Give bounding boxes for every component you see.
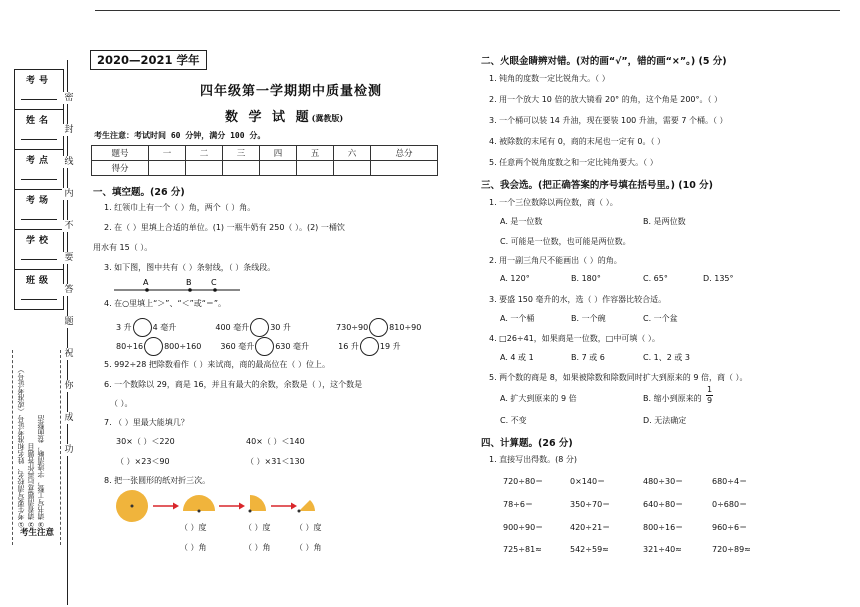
choice-1-b: B. 是两位数: [643, 217, 686, 226]
compare-circle[interactable]: [360, 337, 379, 356]
score-value-row: 得分: [92, 161, 438, 176]
point-c: [213, 288, 217, 292]
half-center: [198, 510, 201, 513]
label-c: C: [211, 278, 217, 287]
label-b: B: [186, 278, 192, 287]
label-a: A: [143, 278, 149, 287]
calc-item: 420÷21＝: [570, 523, 611, 532]
compare-row-1: 3 升 4 毫升 400 毫升 30 升 730÷90 810÷90: [116, 318, 421, 337]
calc-item: 900÷90＝: [503, 523, 544, 532]
score-cell[interactable]: [186, 161, 223, 176]
score-table: [91, 145, 438, 176]
choice-5: 5. 两个数的商是 8，如果被除数和除数同时扩大到原来的 9 倍，商（ ）。: [489, 373, 748, 382]
score-cell[interactable]: [334, 161, 371, 176]
calc-item: 78÷6＝: [503, 500, 533, 509]
question-1-7-b: 40×（ ）＜140: [246, 437, 305, 446]
choice-2-b: B. 180°: [571, 274, 601, 283]
judge-5: 5. 任意两个锐角度数之和一定比钝角要大。（ ）: [489, 158, 658, 167]
exam-notes: ①考生要写清校名、姓名和准考证号（或准考证号） ②请看清题意后再作答题目 ③请书写工整，字迹清晰，卷面整洁: [17, 366, 45, 528]
fraction-one-ninth: 1 9: [707, 385, 713, 405]
question-1-7-d: （ ）×31＜130: [246, 457, 305, 466]
field-blank[interactable]: [21, 287, 57, 300]
field-blank[interactable]: [21, 247, 57, 260]
calc-item: 0×140＝: [570, 477, 606, 486]
choice-4-b: B. 7 或 6: [571, 353, 605, 362]
point-b: [188, 288, 192, 292]
section-3-heading: 三、我会选。(把正确答案的序号填在括号里。) (10 分): [481, 180, 713, 191]
choice-4-c: C. 1、2 或 3: [643, 353, 691, 362]
fold-angle-3: （ ）角: [295, 543, 322, 552]
calc-item: 640÷80＝: [643, 500, 684, 509]
compare-circle[interactable]: [369, 318, 388, 337]
quarter-circle-shape: [250, 495, 266, 511]
question-1-7-a: 30×（ ）＜220: [116, 437, 175, 446]
score-cell[interactable]: [297, 161, 334, 176]
folding-figure: [115, 489, 325, 525]
subject-title: 数 学 试 题(冀教版): [225, 110, 344, 125]
calc-item: 321÷40≈: [643, 545, 682, 554]
arrow-3-head: [291, 503, 297, 510]
choice-2-a: A. 120°: [500, 274, 530, 283]
arrow-1-head: [173, 503, 179, 510]
calc-item: 800÷16＝: [643, 523, 684, 532]
choice-2: 2. 用一副三角尺不能画出（ ）的角。: [489, 256, 622, 265]
choice-5-c: C. 不变: [500, 416, 527, 425]
question-1-6-cont: （ ）。: [110, 399, 133, 408]
choice-2-c: C. 65°: [643, 274, 668, 283]
calc-item: 0÷680＝: [712, 500, 748, 509]
question-1-7: 7. （ ）里最大能填几？: [104, 418, 189, 427]
calc-item: 720÷89≈: [712, 545, 751, 554]
judge-4: 4. 被除数的末尾有 0，商的末尾也一定有 0。（ ）: [489, 137, 665, 146]
calc-item: 350÷70＝: [570, 500, 611, 509]
question-1-8: 8. 把一张圆形的纸对折三次。: [104, 476, 211, 485]
question-1-2: 2. 在（ ）里填上合适的单位。(1) 一瓶牛奶有 250（ ）。(2) 一桶饮: [104, 223, 345, 232]
compare-circle[interactable]: [250, 318, 269, 337]
score-cell[interactable]: [223, 161, 260, 176]
question-1-6: 6. 一个数除以 29，商是 16，并且有最大的余数，余数是（ ），这个数是: [104, 380, 363, 389]
field-name: 姓名: [14, 109, 64, 149]
field-blank[interactable]: [21, 127, 57, 140]
fold-angle-1: （ ）角: [180, 543, 207, 552]
calc-item: 480÷30＝: [643, 477, 684, 486]
calc-item: 720÷80＝: [503, 477, 544, 486]
compare-circle[interactable]: [133, 318, 152, 337]
school-year-box: 2020—2021 学年: [90, 50, 207, 70]
choice-3-c: C. 一个盆: [643, 314, 678, 323]
question-1-5: 5. 992÷28 把除数看作（ ）来试商，商的最高位在（ ）位上。: [104, 360, 330, 369]
fold-angle-2: （ ）角: [244, 543, 271, 552]
section-1-heading: 一、填空题。(26 分): [93, 187, 185, 198]
eighth-center: [298, 510, 301, 513]
choice-4: 4. □26÷41，如果商是一位数，□中可填（ ）。: [489, 334, 660, 343]
calc-item: 960÷6＝: [712, 523, 748, 532]
fold-degree-2: （ ）度: [244, 523, 271, 532]
section-4-heading: 四、计算题。(26 分): [481, 438, 573, 449]
choice-2-d: D. 135°: [703, 274, 734, 283]
quarter-center: [249, 510, 252, 513]
question-1-3: 3. 如下图，图中共有（ ）条射线，（ ）条线段。: [104, 263, 276, 272]
section-2-heading: 二、火眼金睛辨对错。(对的画“√”，错的画“×”。) (5 分): [481, 56, 727, 67]
choice-4-a: A. 4 或 1: [500, 353, 534, 362]
field-exam-number: 考号: [14, 69, 64, 109]
question-1-2-cont: 用水有 15（ ）。: [93, 243, 153, 252]
rays-figure: [112, 277, 242, 299]
top-rule: [95, 10, 840, 11]
judge-2: 2. 用一个放大 10 倍的放大镜看 20° 的角，这个角是 200°。（ ）: [489, 95, 723, 104]
edition-label: (冀教版): [311, 113, 344, 123]
student-info-table: [14, 69, 64, 310]
question-1-4: 4. 在○里填上“＞”、“＜”或“＝”。: [104, 299, 227, 308]
fold-degree-1: （ ）度: [180, 523, 207, 532]
point-a: [145, 288, 149, 292]
field-blank[interactable]: [21, 207, 57, 220]
score-header-row: 题号 一 二 三 四 五 六 总分: [92, 146, 438, 161]
calc-1-heading: 1. 直接写出得数。(8 分): [489, 455, 578, 464]
calc-item: 680÷4＝: [712, 477, 748, 486]
choice-3-b: B. 一个碗: [571, 314, 606, 323]
score-cell[interactable]: [149, 161, 186, 176]
choice-5-b: B. 缩小到原来的: [643, 394, 702, 403]
score-cell[interactable]: [371, 161, 438, 176]
judge-1: 1. 钝角的度数一定比锐角大。（ ）: [489, 74, 610, 83]
fold-degree-3: （ ）度: [295, 523, 322, 532]
field-class: 班级: [14, 269, 64, 310]
half-circle-shape: [183, 495, 215, 511]
calc-item: 725÷81≈: [503, 545, 542, 554]
field-exam-room: 考场: [14, 189, 64, 229]
compare-circle[interactable]: [255, 337, 274, 356]
choice-3-a: A. 一个桶: [500, 314, 535, 323]
choice-5-a: A. 扩大到原来的 9 倍: [500, 394, 577, 403]
judge-3: 3. 一个桶可以装 14 升油，现在要装 100 升油，需要 7 个桶。（ ）: [489, 116, 728, 125]
exam-notice: 考生注意：考试时间 60 分钟，满分 100 分。: [94, 131, 266, 140]
choice-1-a: A. 是一位数: [500, 217, 543, 226]
notes-title: 考生注意: [20, 528, 55, 538]
compare-circle[interactable]: [144, 337, 163, 356]
field-blank[interactable]: [21, 87, 57, 100]
arrow-2-head: [239, 503, 245, 510]
eighth-circle-wedge: [299, 500, 315, 511]
calc-item: 542÷59≈: [570, 545, 609, 554]
choice-3: 3. 要盛 150 毫升的水，选（ ）作容器比较合适。: [489, 295, 667, 304]
notes-border-left: [12, 350, 13, 545]
field-exam-site: 考点: [14, 149, 64, 189]
notes-border-right: [60, 350, 61, 545]
circle-center: [131, 505, 134, 508]
choice-1-c: C. 可能是一位数，也可能是两位数。: [500, 237, 631, 246]
exam-title: 四年级第一学期期中质量检测: [200, 84, 383, 99]
seal-line-text: 密 封 线 内 不 要 答 题 祝 你 成 功: [62, 92, 76, 476]
choice-5-d: D. 无法确定: [643, 416, 687, 425]
question-1-7-c: （ ）×23＜90: [116, 457, 170, 466]
field-school: 学校: [14, 229, 64, 269]
question-1-1: 1. 红领巾上有一个（ ）角，两个（ ）角。: [104, 203, 256, 212]
score-cell[interactable]: [260, 161, 297, 176]
compare-row-2: 80÷16 800÷160 360 毫升 630 毫升 16 升 19 升: [116, 337, 401, 356]
choice-1: 1. 一个三位数除以两位数，商（ ）。: [489, 198, 618, 207]
field-blank[interactable]: [21, 167, 57, 180]
